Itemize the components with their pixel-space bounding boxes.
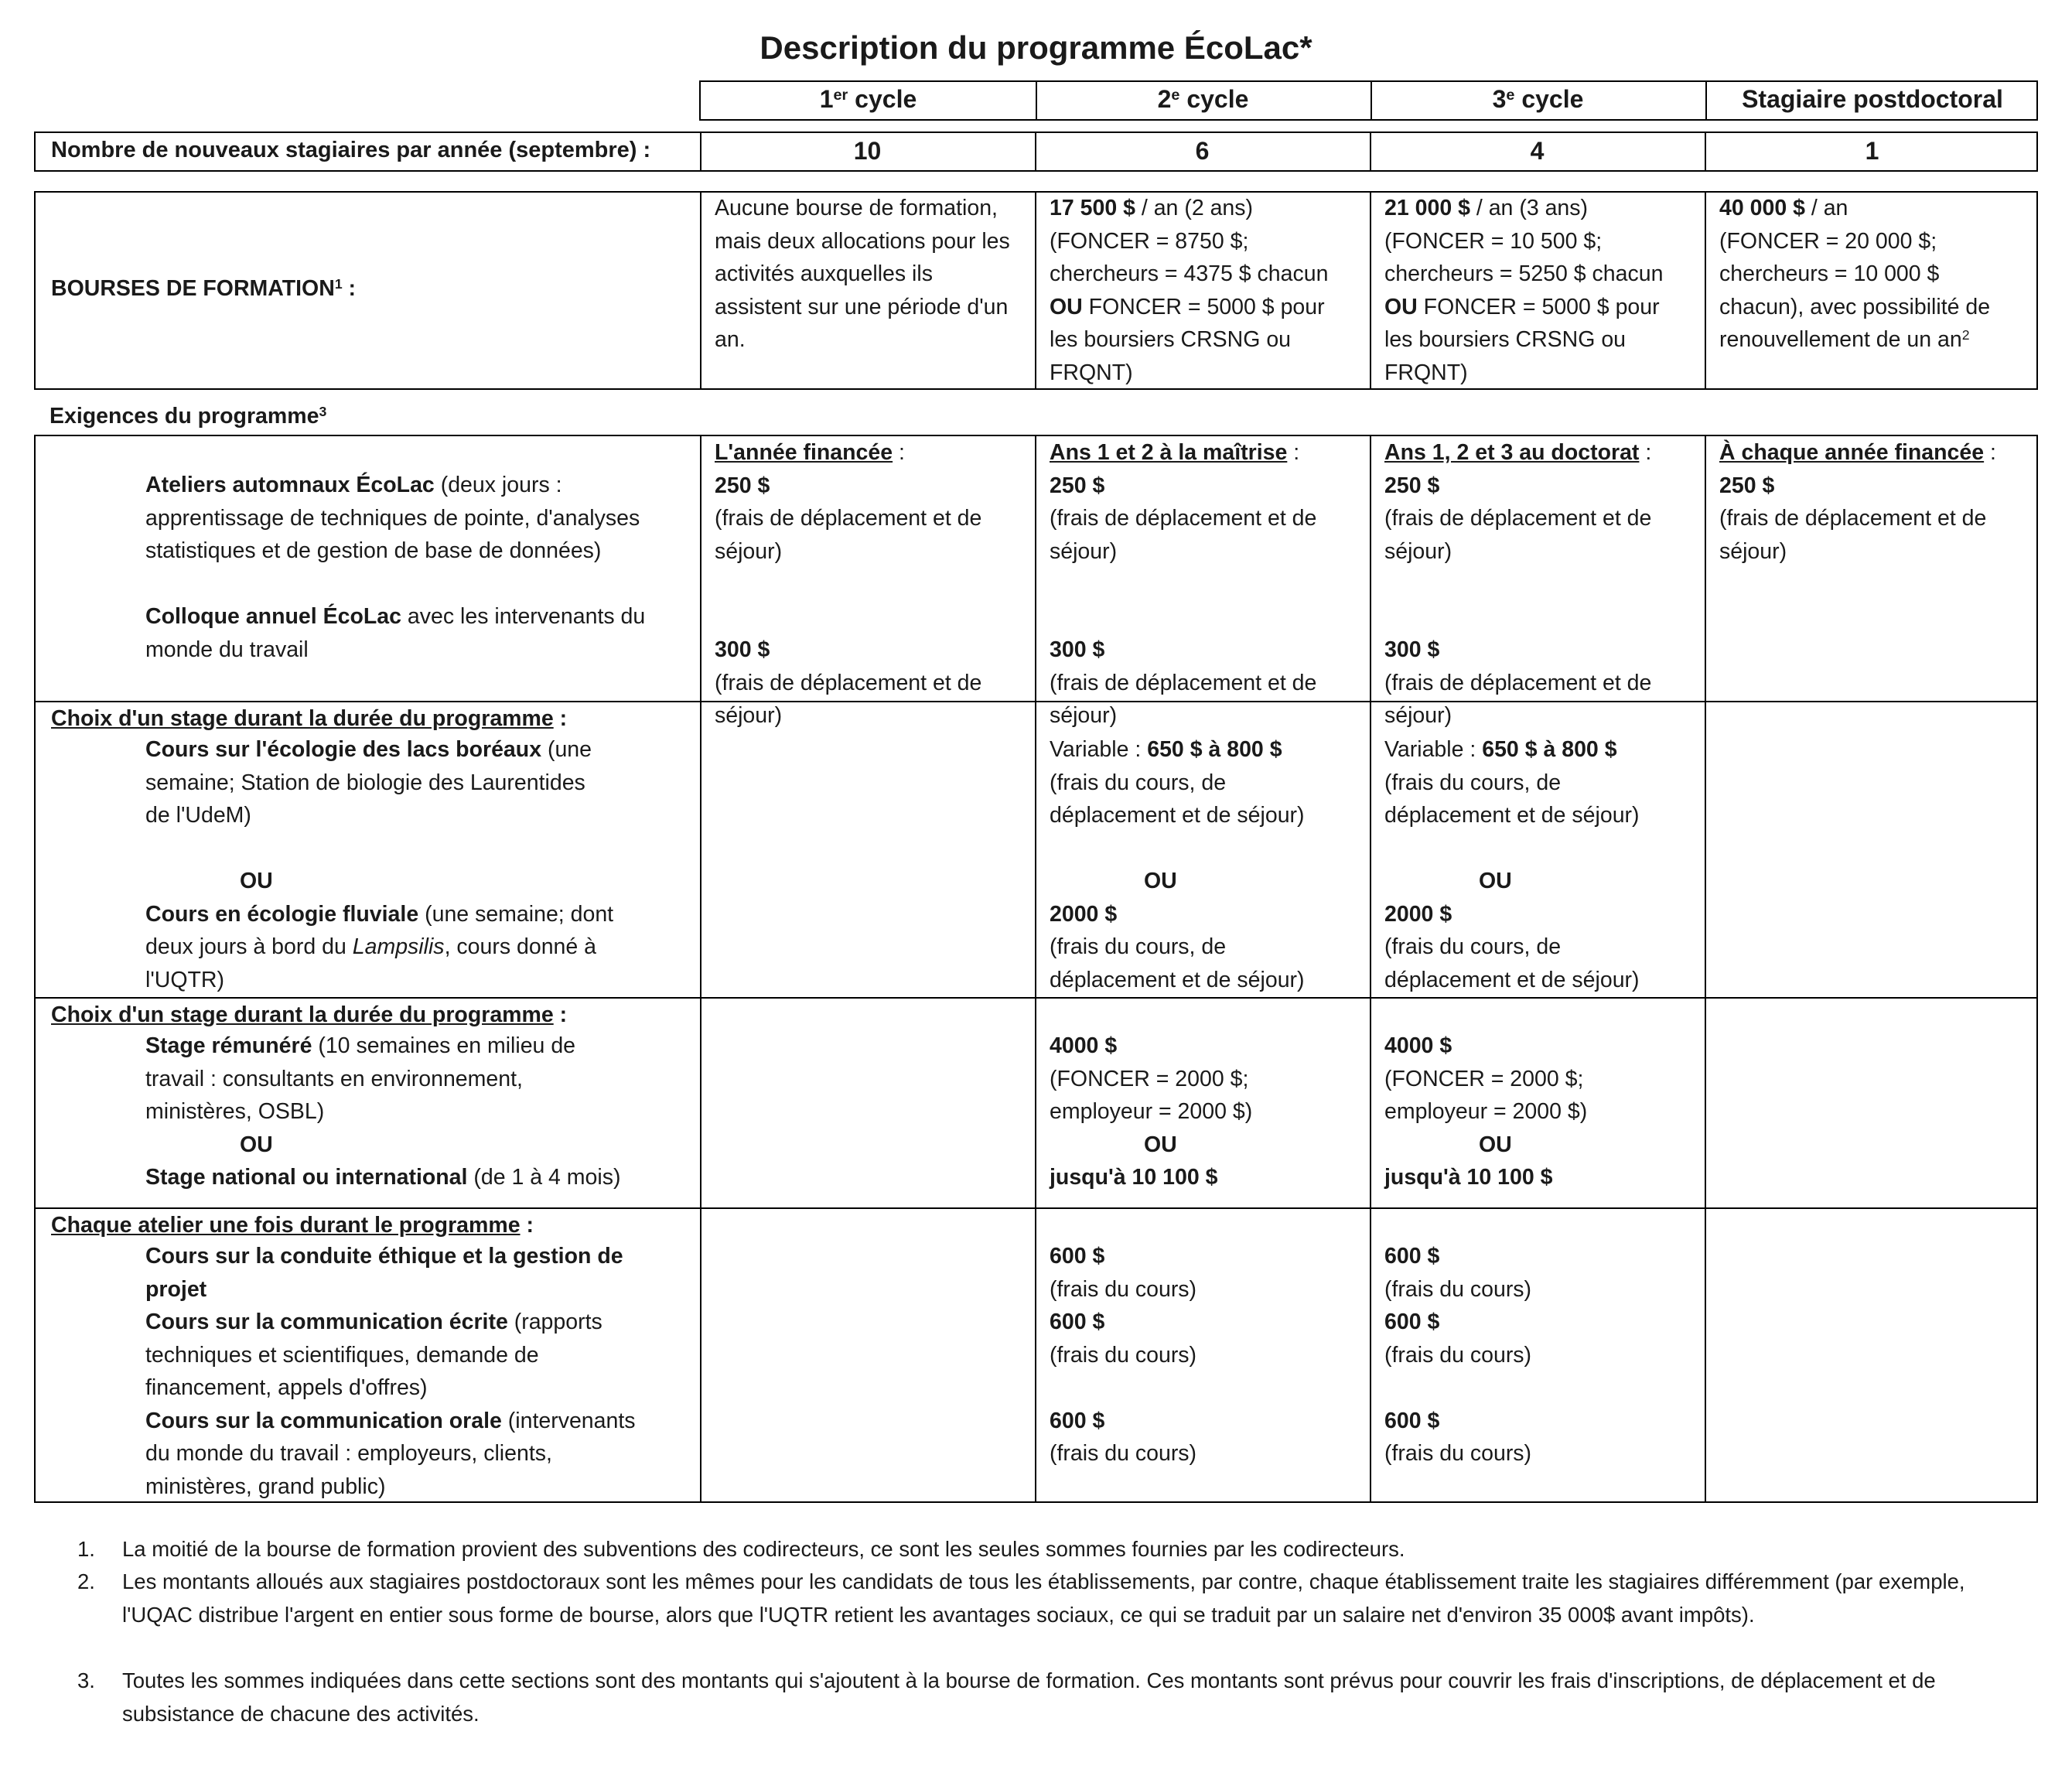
ateliers-fois-cycle3: 600 $ (frais du cours) 600 $ (frais du cours) 600 $ (frais du cours): [1384, 1244, 1532, 1466]
choix-cours-head: Choix d'un stage durant la durée du programme :: [51, 706, 568, 731]
ateliers-cycle3: Ans 1, 2 et 3 au doctorat : 250 $ (frais de déplacement et de séjour) 300 $ (frais de déplacement et de séjour): [1384, 440, 1652, 728]
choix-cours-cycle3: Variable : 650 $ à 800 $ (frais du cours, de déplacement et de séjour) OU 2000 $ (frais du cours, de déplacement et de séjour): [1384, 737, 1640, 992]
nouveaux-value: 6: [1195, 137, 1210, 165]
bourses-row: [34, 191, 2038, 390]
column-header: Stagiaire postdoctoral: [1742, 85, 2003, 113]
column-header: 1er cycle: [819, 85, 917, 113]
bourses-cycle1: Aucune bourse de formation, mais deux allocations pour les activités auxquelles ils assistent sur une période d'un an.: [715, 196, 1010, 352]
nouveaux-value: 1: [1865, 137, 1879, 165]
column-header: 2e cycle: [1157, 85, 1249, 113]
column-header: 3e cycle: [1492, 85, 1584, 113]
ateliers-fois-head: Chaque atelier une fois durant le programme :: [51, 1213, 534, 1238]
choix-stage-cycle3: 4000 $ (FONCER = 2000 $; employeur = 2000 $) OU jusqu'à 10 100 $: [1384, 1033, 1588, 1190]
bourses-postdoc: 40 000 $ / an (FONCER = 20 000 $; chercheurs = 10 000 $ chacun), avec possibilité de renouvellement de un $an^2$: [1719, 196, 1991, 352]
cours-ethique-communication: Cours sur la conduite éthique et la gestion de projet Cours sur la communication écrite (rapports techniques et scientifiques, demande de financement, appels d'offres) Cours sur la communication orale (intervenants du monde du travail : employeurs, clients, ministères, grand public): [145, 1244, 636, 1499]
bourses-cycle2: 17 500 $ / an (2 ans) (FONCER = 8750 $; chercheurs = 4375 $ chacun OU FONCER = 5000 $ pour les boursiers CRSNG ou FRQNT): [1050, 196, 1329, 385]
bourses-cycle3: 21 000 $ / an (3 ans) (FONCER = 10 500 $; chercheurs = 5250 $ chacun OU FONCER = 5000 $ pour les boursiers CRSNG ou FRQNT): [1384, 196, 1664, 385]
ateliers-postdoc: À chaque année financée : 250 $ (frais de déplacement et de séjour): [1719, 440, 1996, 564]
choix-cours-cycle2: Variable : 650 $ à 800 $ (frais du cours, de déplacement et de séjour) OU 2000 $ (frais du cours, de déplacement et de séjour): [1050, 737, 1305, 992]
page-title: Description du programme ÉcoLac*: [760, 29, 1312, 66]
footnote: 3. Toutes les sommes indiquées dans cette sections sont des montants qui s'ajoutent à la bourse de formation. Ces montants sont prévus pour couvrir les frais d'inscriptions, de déplacement et de subsistance de chacune des activités.: [77, 1668, 1936, 1726]
colloque-label: Colloque annuel ÉcoLac avec les intervenants du monde du travail: [145, 604, 646, 662]
footnote: 1. La moitié de la bourse de formation provient des subventions des codirecteurs, ce sont les seules sommes fournies par les codirecteurs.: [77, 1537, 1405, 1561]
cours-lacs-boreaux: Cours sur l'écologie des lacs boréaux (une semaine; Station de biologie des Laurentides de l'UdeM) OU Cours en écologie fluviale (une semaine; dont deux jours à bord du Lampsilis, cours donné à l'UQTR): [145, 737, 614, 992]
ateliers-automnaux-label: Ateliers automnaux ÉcoLac (deux jours : apprentissage de techniques de pointe, d'analyses statistiques et de gestion de base de données): [145, 473, 640, 563]
choix-stage-head: Choix d'un stage durant la durée du programme :: [51, 1002, 568, 1027]
ateliers-cycle1: L'année financée : 250 $ (frais de déplacement et de séjour) 300 $ (frais de déplacement et de séjour): [715, 440, 982, 728]
choix-stage-cycle2: 4000 $ (FONCER = 2000 $; employeur = 2000 $) OU jusqu'à 10 100 $: [1050, 1033, 1253, 1190]
nouveaux-value: 4: [1530, 137, 1545, 165]
bourses-label: BOURSES DE FORMATION$^1$ :: [51, 276, 357, 301]
nouveaux-label: Nombre de nouveaux stagiaires par année (septembre) :: [51, 138, 651, 162]
exigences-table: [34, 435, 2038, 1503]
ateliers-cycle2: Ans 1 et 2 à la maîtrise : 250 $ (frais de déplacement et de séjour) 300 $ (frais de déplacement et de séjour): [1050, 440, 1317, 728]
stage-remunere: Stage rémunéré (10 semaines en milieu de travail : consultants en environnement, ministères, OSBL) OU Stage national ou international (de 1 à 4 mois): [145, 1033, 621, 1190]
exigences-label: Exigences du programme$^3$: [49, 404, 327, 429]
footnote: 2. Les montants alloués aux stagiaires postdoctoraux sont les mêmes pour les candidats de tous les établissements, par contre, chaque établissement traite les stagiaires différemment (par exemple, l'UQAC distribue l'argent en entier sous forme de bourse, alors que l'UQTR retient les avantages sociaux, ce qui se traduit par un salaire net d'environ 35 000$ avant impôts).: [77, 1569, 1965, 1627]
ateliers-fois-cycle2: 600 $ (frais du cours) 600 $ (frais du cours) 600 $ (frais du cours): [1050, 1244, 1197, 1466]
nouveaux-stagiaires-row: [34, 131, 2038, 172]
column-header-row: [699, 80, 2038, 121]
nouveaux-value: 10: [853, 137, 882, 165]
